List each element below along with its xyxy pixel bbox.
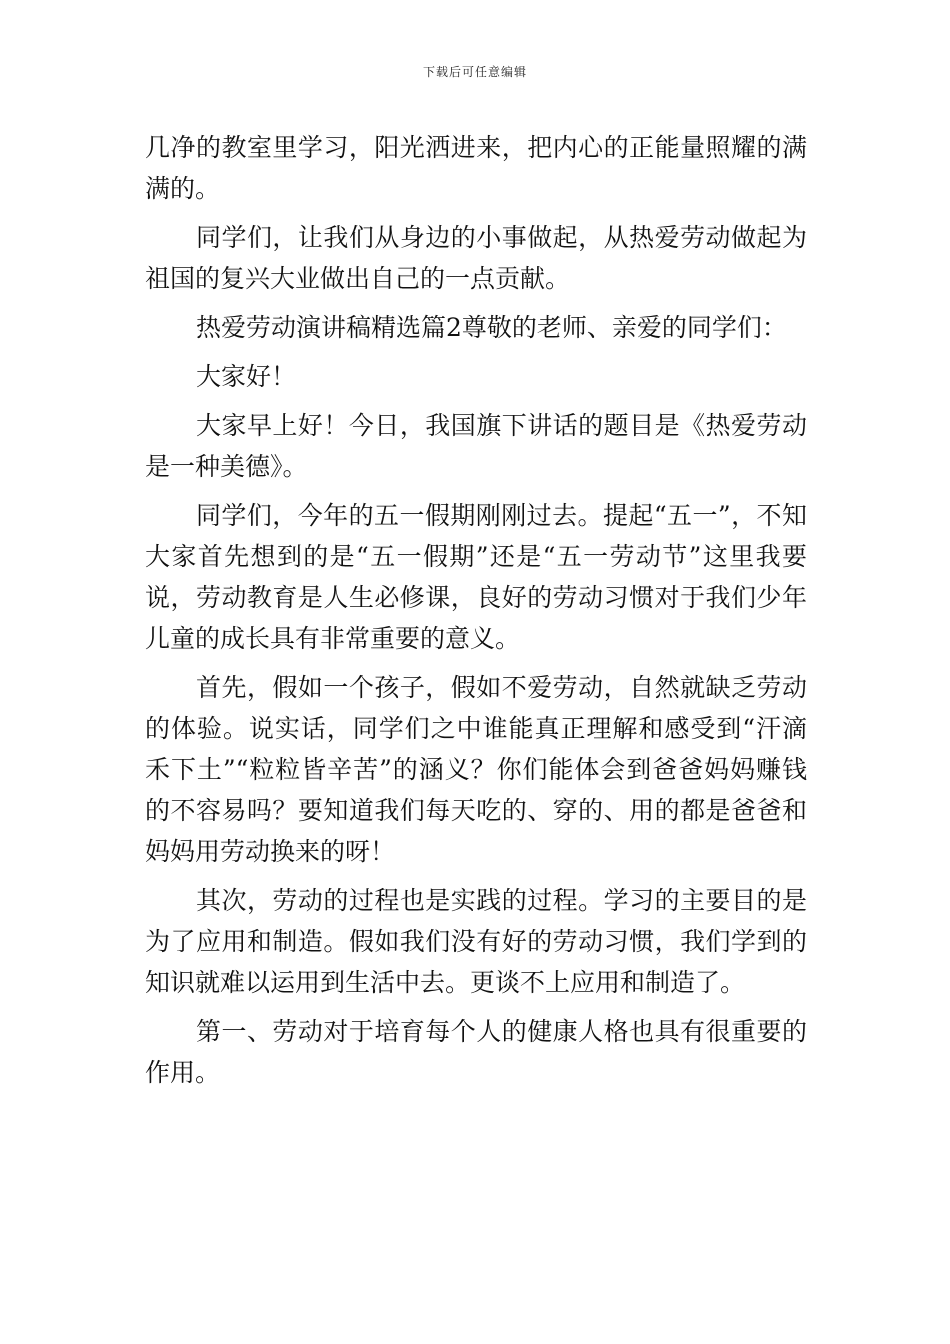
paragraph-9: 第一、劳动对于培育每个人的健康人格也具有很重要的作用。 [145,1017,807,1087]
paragraph-2: 同学们，让我们从身边的小事做起，从热爱劳动做起为祖国的复兴大业做出自己的一点贡献。 [145,223,807,293]
paragraph-3: 热爱劳动演讲稿精选篇2尊敬的老师、亲爱的同学们： [196,313,787,342]
paragraph-8: 其次，劳动的过程也是实践的过程。学习的主要目的是为了应用和制造。假如我们没有好的劳动习惯，我们学到的知识就难以运用到生活中去。更谈不上应用和制造了。 [145,886,807,997]
paragraph-5: 大家早上好！今日，我国旗下讲话的题目是《热爱劳动是一种美德》。 [145,411,807,481]
paragraph-4: 大家好！ [196,362,297,391]
paragraph-1: 几净的教室里学习，阳光洒进来，把内心的正能量照耀的满满的。 [145,133,807,203]
paragraph-7: 首先，假如一个孩子，假如不爱劳动，自然就缺乏劳动的体验。说实话，同学们之中谁能真正理解和感受到“汗滴禾下土”“粒粒皆辛苦”的涵义？你们能体会到爸爸妈妈赚钱的不容易吗？要知道我们每天吃的、穿的、用的都是爸爸和妈妈用劳动换来的呀！ [145,673,807,866]
page-header: 下载后可任意编辑 [422,65,527,79]
document-body [145,127,807,1101]
paragraph-6: 同学们，今年的五一假期刚刚过去。提起“五一”，不知大家首先想到的是“五一假期”还是“五一劳动节”这里我要说，劳动教育是人生必修课，良好的劳动习惯对于我们少年儿童的成长具有非常重要的意义。 [145,501,807,653]
